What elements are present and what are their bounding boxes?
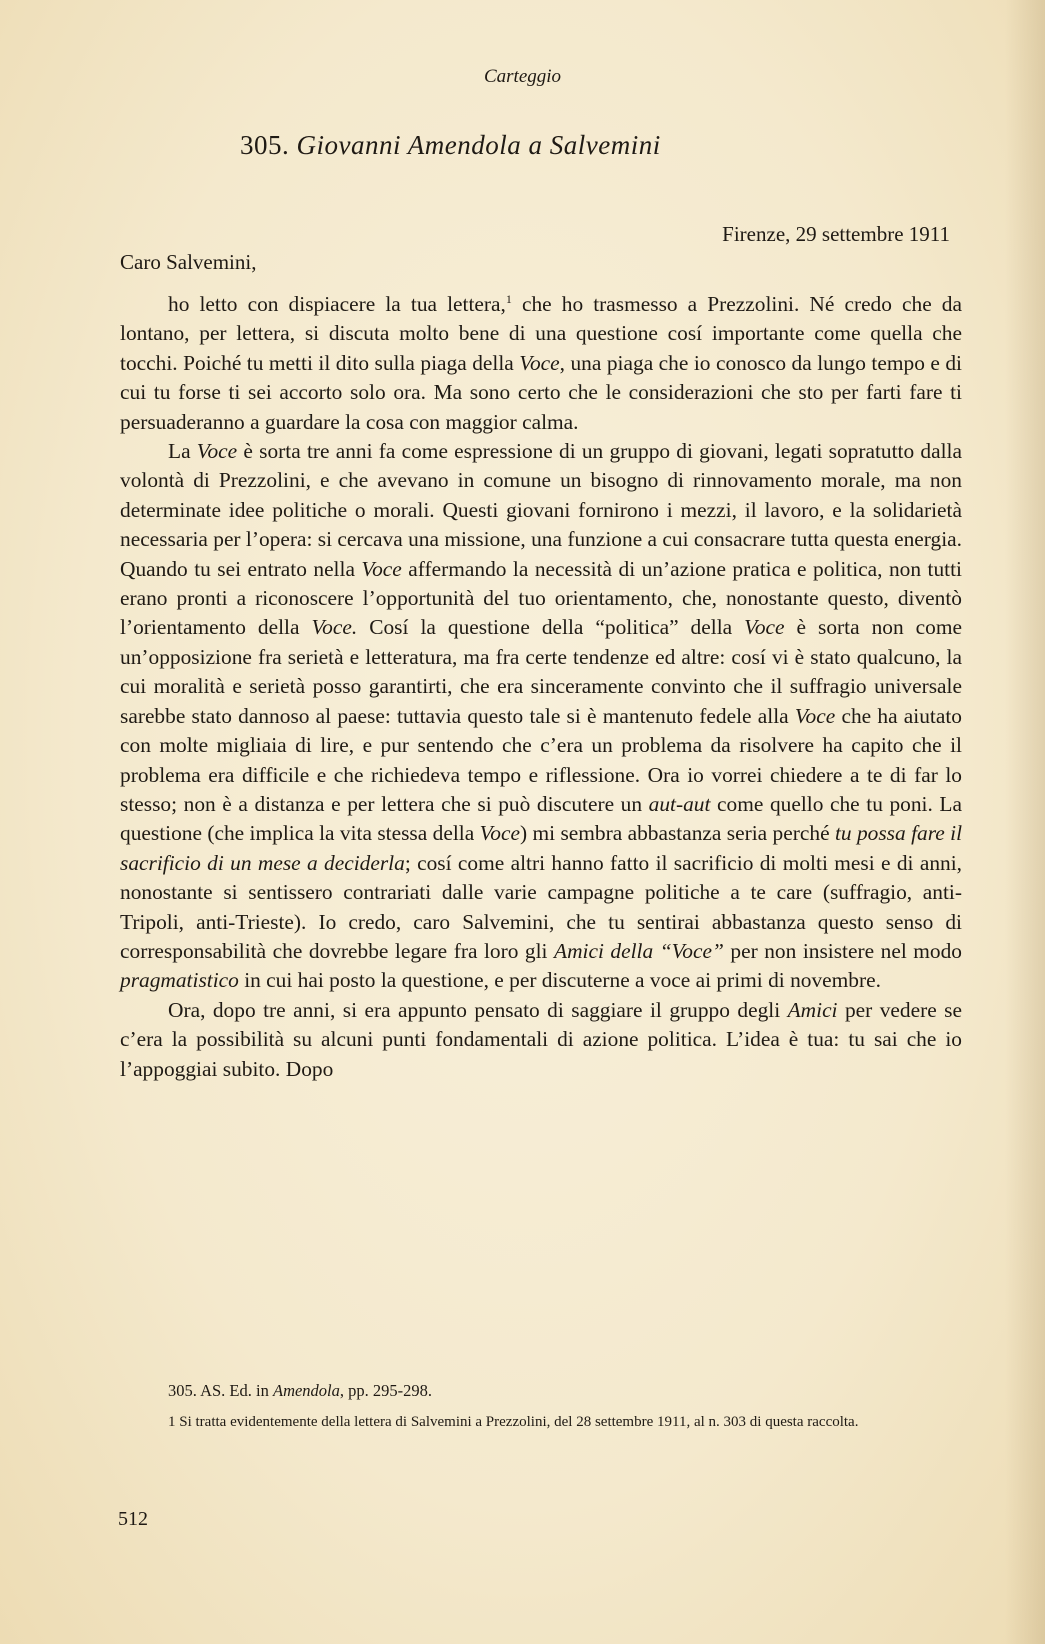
text-run: è sorta non come un’opposizione fra serietà e letteratura, ma fra certe tendenze ed altre: cosí vi è stato qualcuno, la cui moralità e serietà posso garantirti, che era sinceramente convinto che il suffragio universale sarebbe stato dannoso al paese: tuttavia questo tale si è mantenuto fedele alla	[120, 615, 962, 728]
text-run: è sorta tre anni fa come espressione di un gruppo di giovani, legati sopratutto dalla volontà di Prezzolini, e che avevano in comune un bisogno di rinnovamento morale, ma non determinate idee politiche o morali. Questi giovani fornirono i mezzi, il lavoro, e la solidarietà necessaria per l’opera: si cercava una missione, una funzione a cui consacrare tutta questa energia. Quando tu sei entrato nella	[120, 439, 962, 581]
italic-title: Voce	[744, 615, 785, 640]
text-run: Si tratta evidentemente della lettera di Salvemini a Prezzolini, del 28 settembre 1911, al n. 303 di questa raccolta.	[175, 1414, 859, 1430]
italic-title: Voce	[519, 350, 560, 375]
text-run: affermando la necessità di un’azione pratica e politica, non tutti erano pronti a riconoscere l’opportunità del tuo orientamento, che, nonostante questo, diventò l’orientamento della	[120, 556, 963, 640]
paragraph-3	[120, 996, 962, 1084]
text-run: Ora, dopo tre anni, si era appunto pensato di saggiare il gruppo degli	[168, 997, 788, 1022]
text-run: che ha aiutato con molte migliaia di lire, e pur sentendo che c’era un problema da risolvere ha capito che il problema era difficile e che richiedeva tempo e riflessione. Ora io vorrei chiedere a te di far lo stesso; non è a distanza e per lettera che si può discutere un	[120, 703, 963, 816]
page-edge-shading	[1005, 0, 1045, 1644]
page-number: 512	[118, 1508, 148, 1530]
text-run: che ho trasmesso a Prezzolini. Né credo che da lontano, per lettera, si discuta molto bene di una questione cosí importante come quella che tocchi. Poiché tu metti il dito sulla piaga della	[120, 292, 963, 375]
footnote-number: 1	[168, 1414, 176, 1430]
italic-title: Voce	[794, 703, 836, 728]
source-note-number: 305.	[168, 1381, 197, 1400]
text-run: ; cosí come altri hanno fatto il sacrificio di molti mesi e di anni, nonostante si sentissero contrariati dalle varie campagne politiche a te care (suffragio, anti-Tripoli, anti-Trieste). Io credo, caro Salvemini, che tu sentirai abbastanza questo senso di corresponsabilità che dovrebbe legare fra loro gli	[120, 850, 962, 963]
text-run: ) mi sembra abbastanza seria perché	[519, 821, 835, 846]
text-run: per non insistere nel modo	[723, 938, 963, 963]
text-run: , una piaga che io conosco da lungo tempo e di cui tu forse ti sei accorto solo ora. Ma sono certo che le considerazioni che sto per farti fare ti persuaderanno a guardare la cosa con maggior calma.	[120, 350, 962, 434]
italic-title: Voce	[479, 821, 520, 846]
italic-title: Amici	[787, 997, 838, 1022]
text-run: , pp. 295-298.	[339, 1381, 433, 1400]
paragraph-1	[120, 290, 962, 437]
footnote-text	[120, 1412, 962, 1432]
letter-heading: Giovanni Amendola a Salvemini	[296, 130, 661, 160]
text-run: per vedere se c’era la possibilità su alcuni punti fondamentali di azione politica. L’idea è tua: tu sai che io l’appoggiai subito. Dopo	[120, 997, 962, 1081]
text-run: La	[168, 439, 197, 464]
text-run: Cosí la questione della “politica” della	[357, 615, 745, 640]
text-run: in cui hai posto la questione, e per discuterne a voce ai primi di novembre.	[238, 968, 881, 993]
italic-title: Voce.	[311, 615, 358, 640]
running-head: Carteggio	[483, 66, 562, 87]
salutation: Caro Salvemini,	[120, 250, 257, 274]
italic-title: Amici della “Voce”	[554, 938, 724, 963]
footnote-1	[120, 1412, 962, 1432]
text-run: come quello che tu poni. La questione (che implica la vita stessa della	[120, 791, 962, 846]
italic-title: Voce	[196, 439, 238, 464]
letter-title	[240, 130, 661, 161]
italic-title: Amendola	[272, 1381, 340, 1400]
text-run: ho letto con dispiacere la tua lettera,	[168, 292, 506, 316]
letter-body	[120, 290, 962, 1084]
footnote-reference: 1	[505, 291, 512, 306]
text-run: AS. Ed. in	[196, 1381, 273, 1400]
italic-emphasis: pragmatistico	[120, 968, 239, 993]
dateline: Firenze, 29 settembre 1911	[722, 222, 950, 246]
italic-emphasis: aut-aut	[648, 791, 711, 816]
letter-number: 305.	[240, 130, 290, 160]
italic-emphasis: tu possa fare il sacrificio di un mese a deciderla	[120, 821, 963, 875]
paragraph-2	[120, 437, 962, 996]
source-note	[168, 1381, 432, 1401]
italic-title: Voce	[361, 556, 402, 581]
